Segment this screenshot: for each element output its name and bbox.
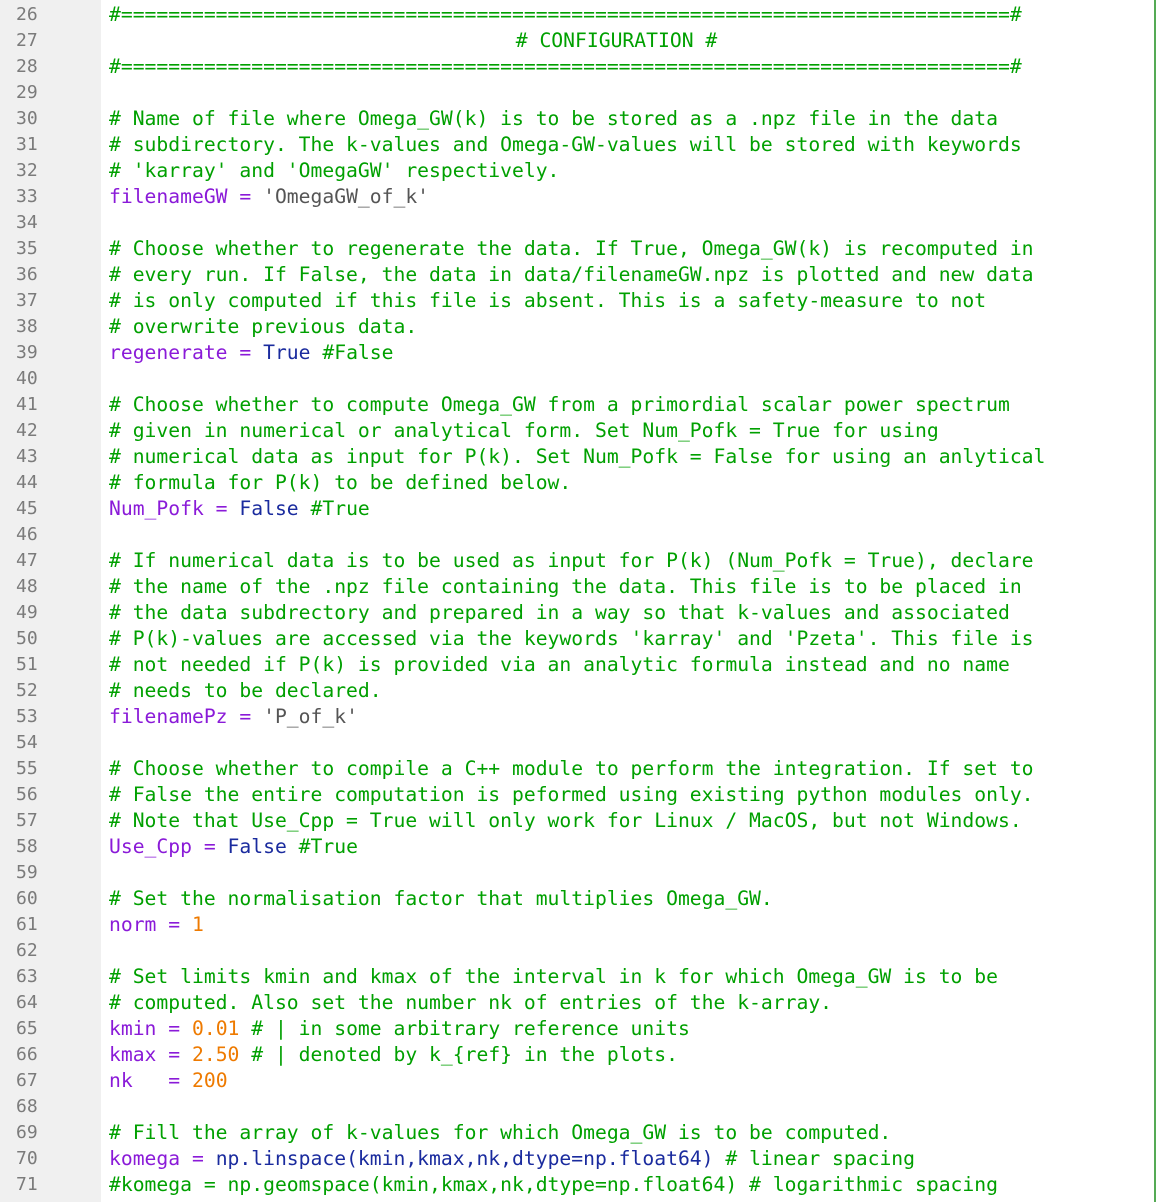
line-number: 45: [16, 498, 38, 519]
code-line-64: # computed. Also set the number nk of entries of the k-array.: [109, 991, 833, 1014]
code-line-36: # every run. If False, the data in data/filenameGW.npz is plotted and new data: [109, 263, 1034, 286]
operator: =: [156, 1017, 192, 1040]
line-number: 59: [16, 862, 38, 883]
inline-comment: # linear spacing: [713, 1147, 916, 1170]
code-line-45: [101, 496, 1154, 522]
inline-comment: # | denoted by k_{ref} in the plots.: [239, 1043, 678, 1066]
function-call: np.linspace(kmin,kmax,nk,dtype=np.float64): [215, 1147, 714, 1170]
code-line-27: [101, 28, 1154, 54]
line-number: 52: [16, 680, 38, 701]
code-line-53: [101, 704, 1154, 730]
line-number: 40: [16, 368, 38, 389]
line-number: 60: [16, 888, 38, 909]
variable: filenameGW: [109, 185, 228, 208]
line-number: 54: [16, 732, 38, 753]
code-line-42: # given in numerical or analytical form. Set Num_Pofk = True for using: [109, 419, 939, 442]
code-line-67: [101, 1068, 1154, 1094]
code-line-55: # Choose whether to compile a C++ module to perform the integration. If set to: [109, 757, 1034, 780]
code-line-41: # Choose whether to compute Omega_GW from a primordial scalar power spectrum: [109, 393, 1010, 416]
line-number: 68: [16, 1096, 38, 1117]
code-line-65: [101, 1016, 1154, 1042]
operator: =: [227, 341, 264, 364]
variable: Num_Pofk: [109, 497, 204, 520]
code-line-31: # subdirectory. The k-values and Omega-GW-values will be stored with keywords: [109, 133, 1022, 156]
code-line-28: #===========================================================================#: [109, 55, 1022, 78]
variable: komega: [109, 1147, 181, 1170]
operator: =: [156, 913, 192, 936]
line-number: 33: [16, 186, 38, 207]
code-line-59: [101, 860, 1154, 886]
variable: regenerate: [109, 341, 228, 364]
inline-comment: #False: [310, 341, 394, 364]
line-number: 35: [16, 238, 38, 259]
code-line-40: [101, 366, 1154, 392]
code-line-63: # Set limits kmin and kmax of the interval in k for which Omega_GW is to be: [109, 965, 998, 988]
code-line-57: # Note that Use_Cpp = True will only work for Linux / MacOS, but not Windows.: [109, 809, 1022, 832]
code-line-70: [101, 1146, 1154, 1172]
line-number: 69: [16, 1122, 38, 1143]
line-number: 53: [16, 706, 38, 727]
code-line-30: # Name of file where Omega_GW(k) is to be stored as a .npz file in the data: [109, 107, 998, 130]
keyword: True: [263, 341, 311, 364]
line-number: 48: [16, 576, 38, 597]
code-line-60: # Set the normalisation factor that multiplies Omega_GW.: [109, 887, 773, 910]
code-line-39: [101, 340, 1154, 366]
line-number: 63: [16, 966, 38, 987]
line-number: 71: [16, 1174, 38, 1195]
keyword: False: [227, 835, 287, 858]
config-banner-title: # CONFIGURATION #: [515, 29, 718, 52]
line-number: 41: [16, 394, 38, 415]
code-line-71: #komega = np.geomspace(kmin,kmax,nk,dtype=np.float64) # logarithmic spacing: [109, 1173, 998, 1196]
code-line-34: [101, 210, 1154, 236]
line-number: 26: [16, 4, 38, 25]
code-line-54: [101, 730, 1154, 756]
code-line-56: # False the entire computation is peformed using existing python modules only.: [109, 783, 1034, 806]
inline-comment: #True: [286, 835, 358, 858]
code-line-37: # is only computed if this file is absent. This is a safety-measure to not: [109, 289, 987, 312]
operator: =: [132, 1069, 192, 1092]
code-line-43: # numerical data as input for P(k). Set Num_Pofk = False for using an anlytical: [109, 445, 1046, 468]
operator: =: [227, 185, 264, 208]
operator: =: [227, 705, 264, 728]
line-number: 65: [16, 1018, 38, 1039]
code-line-68: [101, 1094, 1154, 1120]
variable: kmax: [109, 1043, 157, 1066]
code-line-38: # overwrite previous data.: [109, 315, 418, 338]
variable: norm: [109, 913, 157, 936]
code-line-52: # needs to be declared.: [109, 679, 382, 702]
operator: =: [156, 1043, 192, 1066]
number-literal: 1: [191, 913, 204, 936]
line-number: 30: [16, 108, 38, 129]
number-literal: 2.50: [191, 1043, 240, 1066]
line-number: 55: [16, 758, 38, 779]
line-number: 28: [16, 56, 38, 77]
code-line-51: # not needed if P(k) is provided via an analytic formula instead and no name: [109, 653, 1010, 676]
line-number-gutter: [0, 0, 101, 1202]
code-line-62: [101, 938, 1154, 964]
number-literal: 200: [191, 1069, 228, 1092]
code-line-61: [101, 912, 1154, 938]
variable: Use_Cpp: [109, 835, 192, 858]
string-literal: 'P_of_k': [263, 705, 358, 728]
line-number: 36: [16, 264, 38, 285]
line-number: 70: [16, 1148, 38, 1169]
code-line-69: # Fill the array of k-values for which Omega_GW is to be computed.: [109, 1121, 892, 1144]
code-line-29: [101, 80, 1154, 106]
inline-comment: #True: [298, 497, 370, 520]
line-number: 64: [16, 992, 38, 1013]
variable: filenamePz: [109, 705, 228, 728]
line-number: 51: [16, 654, 38, 675]
variable: nk: [109, 1069, 133, 1092]
line-number: 66: [16, 1044, 38, 1065]
line-number: 31: [16, 134, 38, 155]
code-line-46: [101, 522, 1154, 548]
line-number: 34: [16, 212, 38, 233]
code-line-47: # If numerical data is to be used as input for P(k) (Num_Pofk = True), declare: [109, 549, 1034, 572]
line-number: 29: [16, 82, 38, 103]
line-number: 62: [16, 940, 38, 961]
code-line-58: [101, 834, 1154, 860]
code-line-44: # formula for P(k) to be defined below.: [109, 471, 572, 494]
code-line-32: # 'karray' and 'OmegaGW' respectively.: [109, 159, 560, 182]
code-line-33: [101, 184, 1154, 210]
variable: kmin: [109, 1017, 157, 1040]
code-line-48: # the name of the .npz file containing the data. This file is to be placed in: [109, 575, 1022, 598]
line-number: 67: [16, 1070, 38, 1091]
code-line-35: # Choose whether to regenerate the data. If True, Omega_GW(k) is recomputed in: [109, 237, 1034, 260]
operator: =: [203, 497, 240, 520]
code-area[interactable]: [101, 0, 1156, 1202]
keyword: False: [239, 497, 299, 520]
string-literal: 'OmegaGW_of_k': [263, 185, 430, 208]
line-number: 27: [16, 30, 38, 51]
operator: =: [191, 835, 228, 858]
line-number: 57: [16, 810, 38, 831]
code-line-49: # the data subdrectory and prepared in a way so that k-values and associated: [109, 601, 1010, 624]
line-number: 47: [16, 550, 38, 571]
code-line-50: # P(k)-values are accessed via the keywords 'karray' and 'Pzeta'. This file is: [109, 627, 1034, 650]
line-number: 38: [16, 316, 38, 337]
line-number: 58: [16, 836, 38, 857]
line-number: 49: [16, 602, 38, 623]
line-number: 61: [16, 914, 38, 935]
line-number: 56: [16, 784, 38, 805]
line-number: 39: [16, 342, 38, 363]
number-literal: 0.01: [191, 1017, 240, 1040]
inline-comment: # | in some arbitrary reference units: [239, 1017, 690, 1040]
line-number: 43: [16, 446, 38, 467]
line-number: 32: [16, 160, 38, 181]
line-number: 50: [16, 628, 38, 649]
line-number: 44: [16, 472, 38, 493]
code-line-66: [101, 1042, 1154, 1068]
line-number: 37: [16, 290, 38, 311]
code-line-26: #===========================================================================#: [109, 3, 1022, 26]
operator: =: [180, 1147, 216, 1170]
line-number: 42: [16, 420, 38, 441]
line-number: 46: [16, 524, 38, 545]
